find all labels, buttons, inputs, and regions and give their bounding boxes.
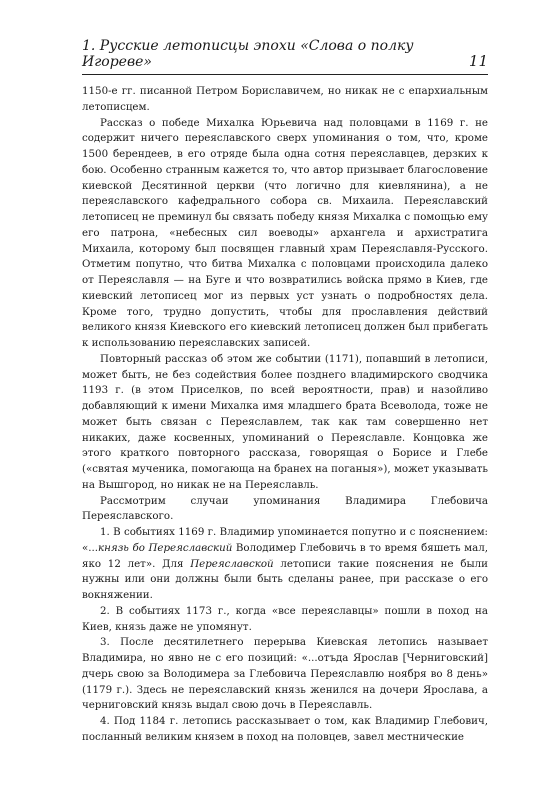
text-run: летописи такие пояснения не были нужны или они должны были быть сделаны ранее, при рассказе о его вокняжении. (82, 557, 488, 601)
paragraph: 4. Под 1184 г. летопись рассказывает о том, как Владимир Глебович, посланный великим князем в поход на половцев, завел местнические (82, 715, 488, 743)
italic-run: князь бо Переяславский (98, 541, 233, 554)
text-run: Володимер Глебовичь в то время бяшеть мал, яко 12 лет». Для (82, 541, 488, 570)
paragraph (82, 525, 488, 604)
paragraph: Рассказ о победе Михалка Юрьевича над половцами в 1169 г. не содержит ничего переяславского сверх упоминания о том, что, кроме 1500 берендеев, в его отряде была одна сотня переяславцев, дерзких к бою. Особенно странным кажется то, что автор призывает благословение киевской Десятинной церкви (что логично для киевлянина), а не переяславского кафедрального собора св. Михаила. Переяславский летописец не преминул бы связать победу князя Михалка с помощью ему его патрона, «небесных сил воеводы» архангела и архистратига Михаила, которому был посвящен главный храм Переяславля-Русского. Отметим попутно, что битва Михалка с половцами происходила далеко от Переяславля — на Буге и что возвратились войска прямо в Киев, где киевский летописец мог из первых уст узнать о подробностях дела. Кроме того, трудно допустить, чтобы для прославления действий великого князя Киевского его киевский летописец должен был прибегать к использованию переяславских записей. (82, 116, 488, 349)
paragraph: 1150-е гг. писанной Петром Бориславичем, но никак не с епархиальным летописцем. (82, 85, 488, 113)
paragraph: Повторный рассказ об этом же событии (1171), попавший в летописи, может быть, не без содействия более позднего владимирского сводчика 1193 г. (в этом Приселков, по всей вероятности, прав) и назойливо добавляющий к имени Михалка имя младшего брата Всеволода, тоже не может быть связан с Переяславлем, так как там совершенно нет никаких, даже косвенных, упоминаний о Переяславле. Концовка же этого краткого повторного рассказа, говорящая о Борисе и Глебе («святая мученика, помогающа на бранех на поганыя»), может указывать на Вышгород, но никак не на Переяславль. (82, 352, 488, 491)
page-number: 11 (468, 52, 488, 70)
paragraph: 2. В событиях 1173 г., когда «все переяславцы» пошли в поход на Киев, князь даже не упомянут. (82, 604, 488, 633)
body-text (82, 84, 488, 746)
paragraph: 3. После десятилетнего перерыва Киевская летопись называет Владимира, но явно не с его позиций: «...отъда Ярослав [Черниговский] дчерь свою за Володимера за Глебовича Переяславлю ноября во 8 день» (1179 г.). Здесь не переяславский князь женился на дочери Ярослава, а черниговский князь выдал свою дочь в Переяславль. (82, 636, 488, 712)
running-header (82, 38, 488, 75)
running-title: 1. Русские летописцы эпохи «Слова о полку Игореве» (82, 38, 414, 70)
italic-run: Переяславской (190, 557, 274, 570)
paragraph: Рассмотрим случаи упоминания Владимира Глебовича Переяславского. (82, 494, 488, 523)
text-run: 1. В событиях 1169 г. Владимир упоминается попутно и с пояснением: «... (82, 526, 488, 554)
